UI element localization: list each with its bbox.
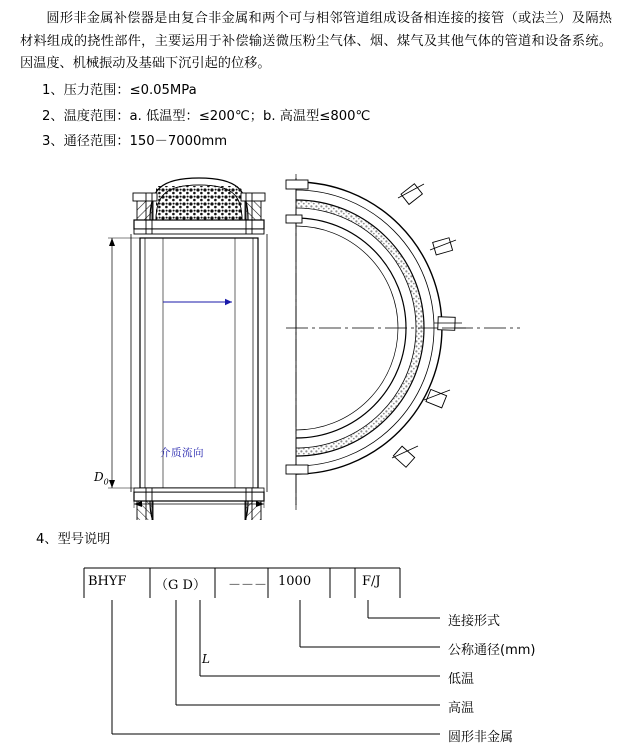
spec-item-temperature: 2、温度范围：a. 低温型：≤200℃；b. 高温型≤800℃ (42, 108, 371, 124)
spec-list (42, 78, 602, 155)
code-token-connection: F/J (362, 574, 381, 589)
spec-item-diameter: 3、通径范围：150－7000mm (42, 134, 228, 150)
diameter-subscript: 0 (103, 477, 109, 487)
diameter-symbol: D (94, 470, 104, 484)
drawing-svg (0, 160, 630, 520)
spec-item-pressure: 1、压力范围：≤0.05MPa (42, 83, 197, 98)
model-code-diagram (0, 548, 630, 748)
code-token-series: BHYF (88, 574, 127, 589)
code-token-dashes: －－－ (228, 578, 268, 593)
intro-paragraph: 圆形非金属补偿器是由复合非金属和两个可与相邻管道组成设备相连接的接管（或法兰）及隔热材料组成的挠性部件，主要运用于补偿输送微压粉尘气体、烟、煤气及其他气体的管道和设备系统。因温度、机械振动及基础下沉引起的位移。 (20, 11, 612, 72)
length-dimension-label: L (202, 652, 210, 666)
legend-round-nonmetal: 圆形非金属 (448, 730, 514, 745)
code-token-temptype: （G D） (155, 578, 206, 593)
model-code-title: 4、型号说明 (36, 532, 111, 547)
legend-connection-type: 连接形式 (448, 614, 501, 629)
code-token-diameter: 1000 (278, 574, 312, 589)
legend-high-temperature: 高温 (448, 701, 475, 716)
flow-direction-label: 介质流向 (160, 447, 204, 459)
legend-low-temperature: 低温 (448, 672, 475, 687)
diameter-dimension-label (94, 470, 109, 486)
legend-nominal-diameter: 公称通径(mm) (448, 643, 536, 658)
